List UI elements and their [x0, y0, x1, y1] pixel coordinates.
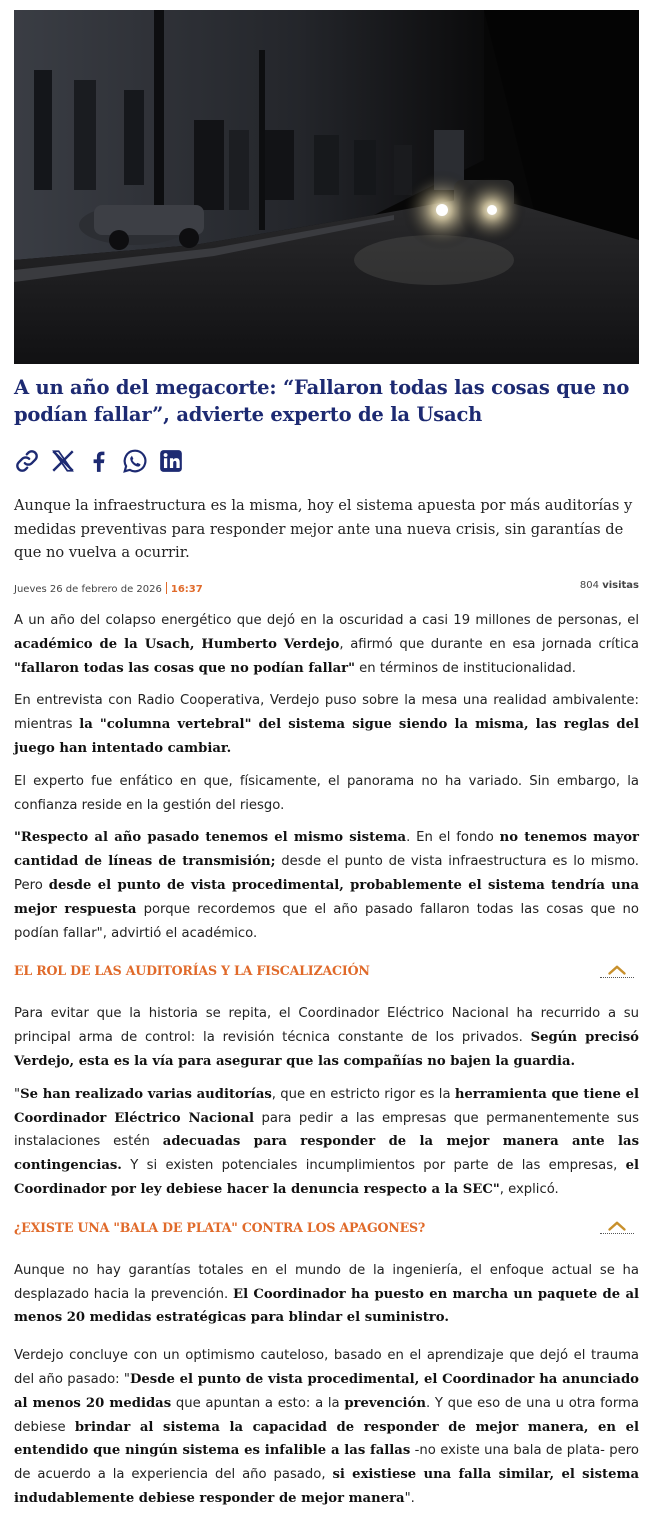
meta-divider — [166, 582, 167, 594]
chevron-up-icon — [608, 1221, 626, 1231]
x-icon — [50, 448, 76, 474]
paragraph-1: A un año del colapso energético que dejó en la oscuridad a casi 19 millones de personas, el académico de la Usach, Humberto Verdejo, afirmó que durante en esa jornada crítica "fallaron todas las cosas que no podían fallar" en términos de institucionalidad. — [14, 613, 639, 676]
accordion-auditorias-title: EL ROL DE LAS AUDITORÍAS Y LA FISCALIZACIÓN — [14, 963, 370, 979]
accordion-bala-de-plata[interactable] — [14, 1211, 639, 1245]
whatsapp-icon — [122, 448, 148, 474]
publish-date: Jueves 26 de febrero de 2026 — [14, 584, 162, 595]
visit-count: 804 — [579, 580, 599, 591]
visit-counter — [580, 580, 639, 591]
article-lead: Aunque la infraestructura es la misma, hoy el sistema apuesta por más auditorías y medidas preventivas para responder mejor ante una nueva crisis, sin garantías de que no vuelva a ocurrir. — [14, 497, 633, 561]
article-title: A un año del megacorte: “Fallaron todas las cosas que no podían fallar”, advierte experto de la Usach — [14, 376, 630, 426]
paragraph-8: Verdejo concluye con un optimismo cauteloso, basado en el aprendizaje que dejó el trauma del año pasado: "Desde el punto de vista procedimental, el Coordinador ha anunciado al menos 20 medidas que apuntan a esto: a la prevención. Y que eso de una u otra forma debiese brindar al sistema la capacidad de responder de mejor manera, en el entendido que ningún sistema es infalible a las fallas -no existe una bala de plata- pero de acuerdo a la experiencia del año pasado, si existiese una falla similar, el sistema indudablemente debiese responder de mejor manera". — [14, 1348, 640, 1506]
copy-link-button[interactable] — [14, 446, 50, 476]
paragraph-5: Para evitar que la historia se repita, el Coordinador Eléctrico Nacional ha recurrido a su principal arma de control: la revisión técnica constante de los privados. Según precisó Verdejo, esta es la vía para asegurar que las compañías no bajen la guardia. — [14, 1006, 639, 1069]
publish-time: 16:37 — [170, 584, 203, 595]
facebook-icon — [86, 448, 112, 474]
publish-date-line — [14, 582, 203, 595]
share-bar — [14, 446, 194, 476]
visit-label: visitas — [602, 580, 639, 591]
accordion-toggle[interactable] — [599, 959, 635, 983]
paragraph-6: "Se han realizado varias auditorías, que en estricto rigor es la herramienta que tiene el Coordinador Eléctrico Nacional para pedir a las empresas que permanentemente sus instalaciones estén adecuadas para responder de la mejor manera ante las contingencias. Y si existen potenciales incumplimientos por parte de las empresas, el Coordinador por ley debiese hacer la denuncia respecto a la SEC", explicó. — [14, 1086, 639, 1197]
link-icon — [14, 448, 40, 474]
linkedin-icon — [158, 448, 184, 474]
accordion-toggle[interactable] — [599, 1216, 635, 1240]
share-linkedin-button[interactable] — [158, 446, 194, 476]
chevron-underline — [600, 1233, 634, 1234]
dark-street-photo — [14, 10, 639, 364]
accordion-bala-title: ¿EXISTE UNA "BALA DE PLATA" CONTRA LOS APAGONES? — [14, 1219, 426, 1235]
hero-image — [14, 10, 639, 364]
share-facebook-button[interactable] — [86, 446, 122, 476]
paragraph-2: En entrevista con Radio Cooperativa, Verdejo puso sobre la mesa una realidad ambivalente: mientras la "columna vertebral" del sistema sigue siendo la misma, las reglas del juego han intentado cambiar. — [14, 693, 639, 756]
share-whatsapp-button[interactable] — [122, 446, 158, 476]
paragraph-7: Aunque no hay garantías totales en el mundo de la ingeniería, el enfoque actual se ha desplazado hacia la prevención. El Coordinador ha puesto en marcha un paquete de al menos 20 medidas estratégicas para blindar el suministro. — [14, 1262, 639, 1326]
chevron-up-icon — [608, 965, 626, 975]
chevron-underline — [600, 977, 634, 978]
paragraph-3: El experto fue enfático en que, físicamente, el panorama no ha variado. Sin embargo, la confianza reside en la gestión del riesgo. — [14, 773, 639, 813]
article-body — [14, 609, 639, 1520]
paragraph-4: "Respecto al año pasado tenemos el mismo sistema. En el fondo no tenemos mayor cantidad de líneas de transmisión; desde el punto de vista infraestructura es lo mismo. Pero desde el punto de vista procedimental, probablemente el sistema tendría una mejor respuesta porque recordemos que el año pasado fallaron todas las cosas que no podían fallar", advirtió el académico. — [14, 830, 640, 941]
article-meta — [14, 580, 639, 598]
share-x-button[interactable] — [50, 446, 86, 476]
accordion-auditorias[interactable] — [14, 954, 639, 988]
